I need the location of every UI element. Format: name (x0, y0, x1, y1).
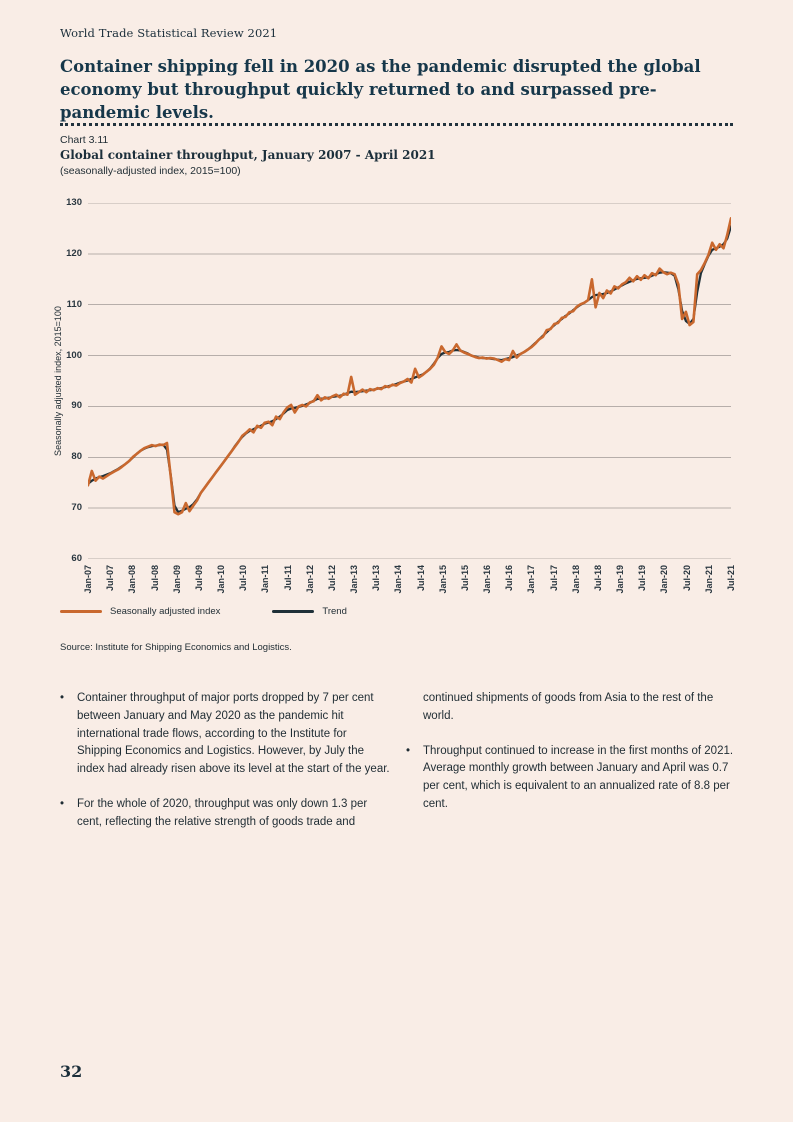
series-line-seasonally-adjusted-index (88, 218, 731, 514)
x-tick-label: Jan-12 (304, 565, 315, 594)
x-tick-label: Jul-14 (415, 565, 426, 592)
y-tick-label: 110 (66, 298, 82, 310)
x-tick-label: Jan-16 (482, 565, 493, 594)
x-tick-label: Jul-11 (282, 565, 293, 591)
dotted-divider (60, 123, 733, 126)
series-line-trend (88, 226, 731, 512)
chart-title: Global container throughput, January 2007 - April 2021 (60, 148, 436, 162)
y-axis-title: Seasonally adjusted index, 2015=100 (53, 306, 63, 456)
x-tick-label: Jul-19 (637, 565, 648, 592)
y-tick-label: 90 (71, 400, 82, 412)
chart-legend (60, 606, 399, 617)
x-tick-label: Jul-07 (105, 565, 116, 592)
x-tick-label: Jul-08 (149, 565, 160, 592)
x-tick-label: Jan-20 (659, 565, 670, 594)
page-headline: Container shipping fell in 2020 as the pandemic disrupted the global economy but throughput quickly returned to and surpassed pre-pandemic levels. (60, 57, 701, 122)
x-tick-label: Jan-18 (570, 565, 581, 594)
bullet-marker: • (60, 798, 65, 811)
bullet-marker (406, 690, 423, 726)
x-tick-label: Jul-21 (726, 565, 736, 592)
x-tick-label: Jan-13 (349, 565, 360, 594)
bullet-column-right (406, 690, 742, 831)
bullet-item (60, 796, 393, 832)
x-tick-label: Jul-20 (681, 565, 692, 592)
source-note: Source: Institute for Shipping Economics and Logistics. (60, 642, 292, 653)
bullet-item (406, 743, 742, 814)
bullet-item (406, 690, 742, 726)
x-tick-label: Jan-14 (393, 565, 404, 594)
chart-number-label: Chart 3.11 (60, 134, 109, 146)
chart-subtitle: (seasonally-adjusted index, 2015=100) (60, 165, 241, 177)
y-tick-label: 60 (71, 553, 82, 564)
legend-label: Trend (322, 606, 347, 617)
legend-swatch-seasonally-adjusted-index (60, 610, 102, 614)
x-tick-label: Jan-11 (260, 565, 271, 594)
x-tick-label: Jan-15 (437, 565, 448, 594)
y-tick-label: 70 (71, 502, 82, 514)
x-tick-label: Jan-09 (171, 565, 182, 594)
legend-label: Seasonally adjusted index (110, 606, 221, 617)
line-chart-plot-area (88, 203, 731, 559)
document-header: World Trade Statistical Review 2021 (60, 26, 278, 40)
x-tick-label: Jan-19 (615, 565, 626, 594)
page-number: 32 (60, 1062, 83, 1081)
x-tick-label: Jan-08 (127, 565, 138, 594)
bullet-column-left (60, 690, 393, 849)
legend-swatch-trend (272, 610, 314, 614)
x-tick-label: Jul-18 (592, 565, 603, 592)
x-tick-label: Jul-12 (326, 565, 337, 592)
y-tick-label: 100 (66, 349, 82, 361)
bullet-item (60, 690, 393, 779)
x-tick-label: Jan-10 (216, 565, 227, 594)
bullet-text: Container throughput of major ports dropped by 7 per cent between January and May 2020 as the pandemic hit international trade flows, according to the Institute for Shipping Economics and Logistics. However, by July the index had already risen above its level at the start of the year. (77, 692, 390, 776)
x-tick-label: Jan-17 (526, 565, 537, 594)
y-tick-label: 120 (66, 247, 82, 259)
y-tick-label: 130 (66, 197, 82, 208)
x-tick-label: Jul-09 (193, 565, 204, 592)
bullet-text: For the whole of 2020, throughput was only down 1.3 per cent, reflecting the relative strength of goods trade and (77, 798, 368, 828)
bullet-marker: • (60, 692, 65, 704)
x-tick-label: Jul-13 (371, 565, 382, 592)
x-tick-label: Jul-16 (504, 565, 515, 592)
x-tick-label: Jul-15 (459, 565, 470, 592)
bullet-text: continued shipments of goods from Asia to the rest of the world. (423, 692, 714, 722)
x-tick-label: Jul-17 (548, 565, 559, 592)
x-tick-label: Jan-07 (83, 565, 93, 594)
y-tick-label: 80 (71, 451, 82, 463)
x-tick-label: Jul-10 (238, 565, 249, 592)
bullet-text: Throughput continued to increase in the first months of 2021. Average monthly growth between January and April was 0.7 per cent, which is equivalent to an annualized rate of 8.8 per cent. (423, 744, 734, 811)
x-tick-label: Jan-21 (703, 565, 714, 594)
bullet-marker: • (406, 744, 411, 757)
